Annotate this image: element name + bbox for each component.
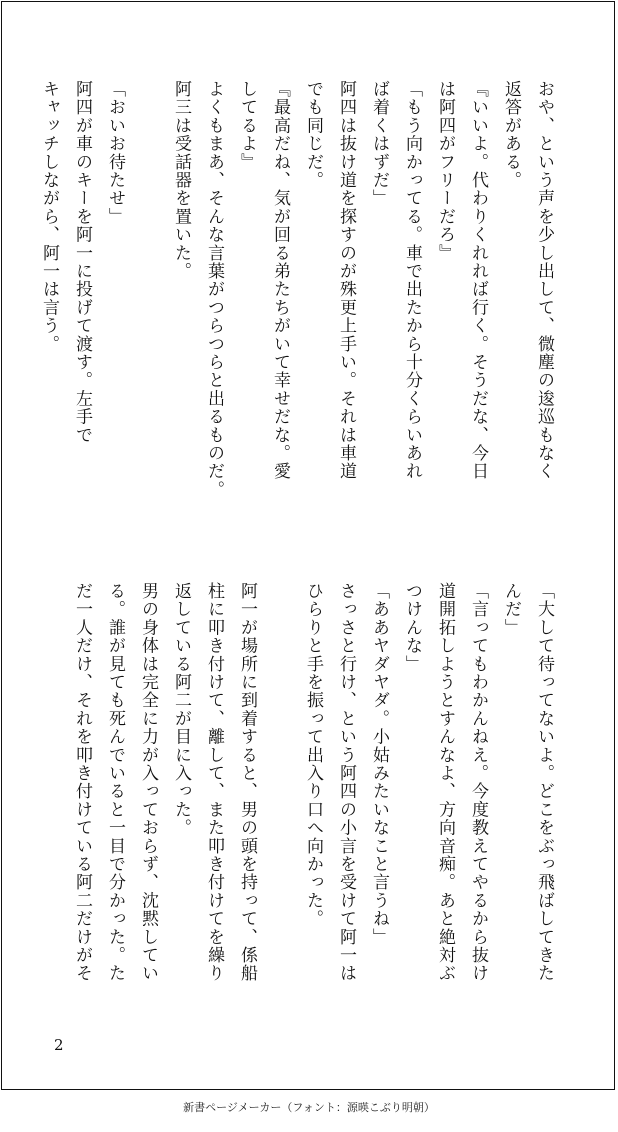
- bottom-block-line: 阿一が場所に到着すると、男の頭を持って、係船: [237, 582, 257, 983]
- bottom-block-line: [263, 582, 296, 1052]
- top-block-line: おや、という声を少し出して、微塵の逡巡もなく: [534, 80, 554, 481]
- bottom-block-line: る。誰が見ても死んでいると一目で分かった。た: [105, 582, 125, 983]
- top-block-line: ば着くはずだ」: [369, 80, 389, 208]
- text-block-bottom: [65, 582, 560, 1052]
- bottom-block-line: ひらりと手を振って出入り口へ向かった。: [303, 582, 323, 928]
- text-block-top: [32, 80, 560, 550]
- bottom-block-line: つけんな」: [402, 582, 422, 673]
- top-block-line: [131, 80, 164, 550]
- bottom-block-line: だ一人だけ、それを叩き付けている阿二だけがそ: [72, 582, 92, 983]
- bottom-block-line: 「言ってもわかんねえ。今度教えてやるから抜け: [468, 582, 488, 983]
- bottom-block-line: 道開拓しようとすんなよ、方向音痴。あと絶対ぶ: [435, 582, 455, 983]
- bottom-block-line: 返している阿二が目に入った。: [171, 582, 191, 837]
- top-block-line: 『いいよ。代わりくれれば行く。そうだな、今日: [468, 80, 488, 481]
- bottom-block-line: んだ」: [501, 582, 521, 637]
- bottom-block-line: 柱に叩き付けて、離して、また叩き付けてを繰り: [204, 582, 224, 983]
- book-page: [1, 1, 615, 1090]
- top-block-line: でも同じだ。: [303, 80, 323, 190]
- top-block-line: よくもまあ、そんな言葉がつらつらと出るものだ。: [204, 80, 224, 499]
- top-block-line: 阿四が車のキーを阿一に投げて渡す。左手で: [72, 80, 92, 444]
- top-block-line: 「おいお待たせ」: [105, 80, 125, 226]
- top-block-line: 阿四は抜け道を探すのが殊更上手い。それは車道: [336, 80, 356, 481]
- page-number: 2: [54, 1036, 64, 1054]
- bottom-block-line: 「ああヤダヤダ。小姑みたいなこと言うね」: [369, 582, 389, 946]
- bottom-block-line: 「大して待ってないよ。どこをぶっ飛ばしてきた: [534, 582, 554, 983]
- bottom-block-line: 男の身体は完全に力が入っておらず、沈黙してい: [138, 582, 158, 983]
- footer-credit: 新書ページメーカー（フォント：源暎こぶり明朝）: [183, 1101, 435, 1114]
- top-block-line: は阿四がフリーだろ』: [435, 80, 455, 262]
- top-block-line: してるよ』: [237, 80, 257, 171]
- top-block-line: 『最高だね、気が回る弟たちがいて幸せだな。愛: [270, 80, 290, 481]
- top-block-line: 阿三は受話器を置いた。: [171, 80, 191, 281]
- top-block-line: 返答がある。: [501, 80, 521, 190]
- bottom-block-line: さっさと行け、という阿四の小言を受けて阿一は: [336, 582, 356, 983]
- top-block-line: キャッチしながら、阿一は言う。: [39, 80, 59, 353]
- top-block-line: 「もう向かってる。車で出たから十分くらいあれ: [402, 80, 422, 481]
